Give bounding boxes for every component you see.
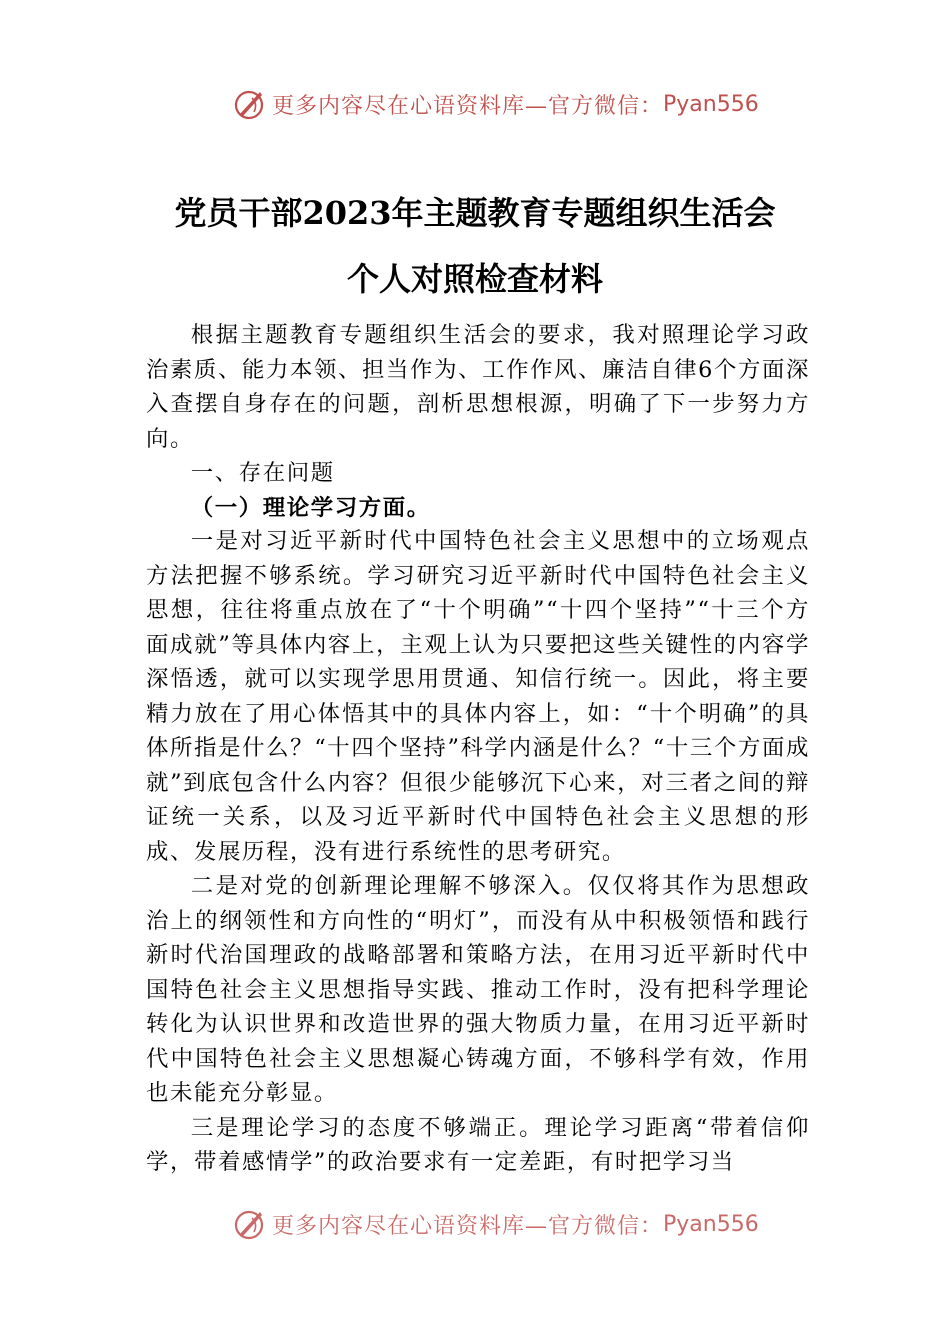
footer-watermark [232,1204,759,1244]
content-block [146,524,810,1180]
body-paragraph-2: 二是对党的创新理论理解不够深入。仅仅将其作为思想政治上的纲领性和方向性的“明灯”，而没有从中积极领悟和践行新时代治国理政的战略部署和策略方法，在用习近平新时代中国特色社会主义思想指导实践、推动工作时，没有把科学理论转化为认识世界和改造世界的强大物质力量，在用习近平新时代中国特色社会主义思想凝心铸魂方面，不够科学有效，作用也未能充分彰显。 [146,873,810,1106]
body-paragraph-3: 三是理论学习的态度不够端正。理论学习距离“带着信仰学，带着感情学”的政治要求有一定差距，有时把学习当 [146,1114,810,1175]
section-heading: 一、存在问题 [190,460,335,486]
quill-pen-logo-icon [232,1206,268,1242]
header-watermark [232,84,759,124]
intro-block [146,318,810,525]
document-title-line2: 个人对照检查材料 [346,260,603,298]
intro-paragraph: 根据主题教育专题组织生活会的要求，我对照理论学习政治素质、能力本领、担当作为、工作作风、廉洁自律6个方面深入查摆自身存在的问题，剖析思想根源，明确了下一步努力方向。 [146,322,810,452]
body-paragraph-1: 一是对习近平新时代中国特色社会主义思想中的立场观点方法把握不够系统。学习研究习近平新时代中国特色社会主义思想，往往将重点放在了“十个明确”“十四个坚持”“十三个方面成就”等具体内容上，主观上认为只要把这些关键性的内容学深悟透，就可以实现学思用贯通、知信行统一。因此，将主要精力放在了用心体悟其中的具体内容上，如：“十个明确”的具体所指是什么？“十四个坚持”科学内涵是什么？“十三个方面成就”到底包含什么内容？但很少能够沉下心来，对三者之间的辩证统一关系，以及习近平新时代中国特色社会主义思想的形成、发展历程，没有进行系统性的思考研究。 [146,528,810,865]
watermark-code: Pyan556 [663,91,759,117]
watermark-text: 更多内容尽在心语资料库—官方微信： [272,1213,664,1239]
document-title-line1: 党员干部2023年主题教育专题组织生活会 [174,194,776,232]
quill-pen-logo-icon [232,86,268,122]
watermark-code: Pyan556 [663,1211,759,1237]
watermark-text: 更多内容尽在心语资料库—官方微信： [272,93,664,119]
subsection-heading: （一）理论学习方面。 [190,494,431,521]
